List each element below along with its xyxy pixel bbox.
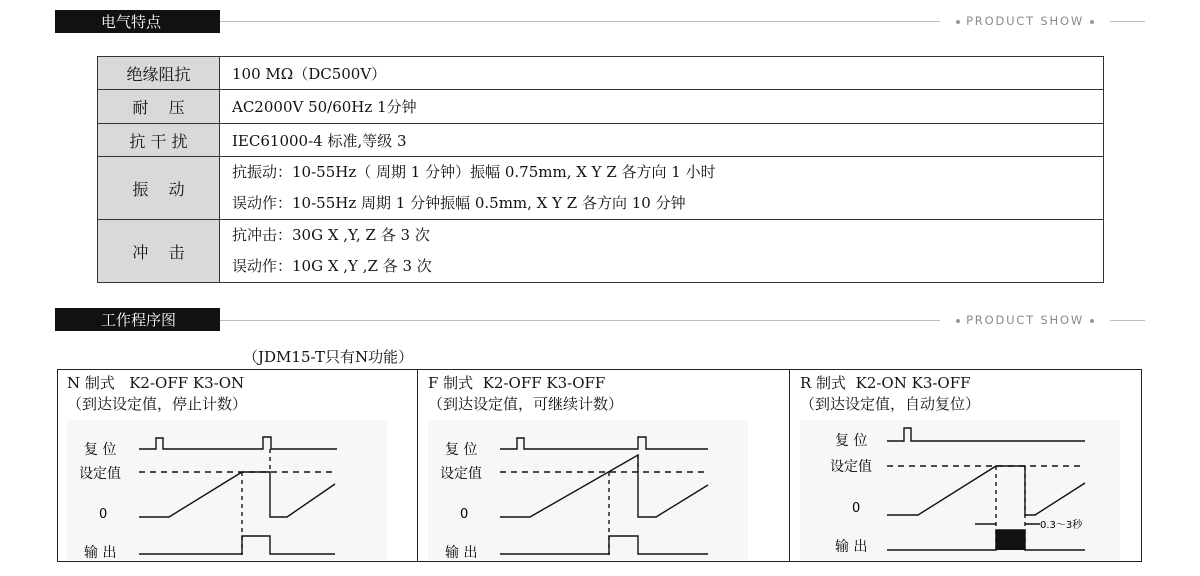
row-value: IEC61000-4 标准,等级 3 — [220, 124, 1104, 157]
setpoint-label: 设定值 — [440, 466, 482, 482]
row-value — [220, 157, 1104, 220]
row-label: 耐 压 — [98, 90, 220, 124]
zero-label: 0 — [99, 507, 108, 522]
product-show-text: PRODUCT SHOW — [966, 313, 1084, 327]
row-label: 抗 干 扰 — [98, 124, 220, 157]
counter-ramp — [139, 472, 335, 517]
column-divider — [789, 370, 790, 561]
mode-n-column — [58, 370, 417, 561]
reset-label: 复 位 — [84, 442, 117, 458]
mode-f-column — [419, 370, 789, 561]
zero-label: 0 — [852, 501, 861, 516]
value-line: 误动作：10-55Hz 周期 1 分钟振幅 0.5mm, X Y Z 各方向 10 分钟 — [232, 194, 686, 212]
mode-n-timing-chart — [67, 420, 387, 560]
dot-icon — [956, 319, 960, 323]
output-label: 输 出 — [445, 545, 478, 560]
counter-ramp — [500, 455, 708, 517]
zero-label: 0 — [460, 507, 469, 522]
product-show-tag — [940, 14, 1110, 28]
reset-label: 复 位 — [445, 442, 478, 458]
dot-icon — [1090, 20, 1094, 24]
table-row — [98, 57, 1104, 90]
output-signal — [887, 530, 1085, 550]
mode-desc: （到达设定值，停止计数） — [67, 395, 248, 413]
reset-signal — [139, 437, 337, 449]
output-signal — [139, 536, 335, 554]
timing-diagram-box — [57, 369, 1142, 562]
table-row — [98, 90, 1104, 124]
mode-header — [800, 373, 980, 415]
value-line: 抗振动：10-55Hz（ 周期 1 分钟）振幅 0.75mm, X Y Z 各方向 1 小时 — [232, 163, 716, 181]
dot-icon — [956, 20, 960, 24]
section-title-electrical — [55, 10, 220, 33]
mode-desc: （到达设定值，自动复位） — [800, 395, 981, 413]
product-show-text: PRODUCT SHOW — [966, 14, 1084, 28]
guide-line — [242, 449, 270, 555]
spec-table — [97, 56, 1104, 283]
reset-signal — [500, 437, 708, 449]
reset-label: 复 位 — [835, 433, 868, 449]
output-pulse — [996, 530, 1025, 550]
setpoint-label: 设定值 — [79, 466, 121, 482]
row-value: 100 MΩ（DC500V） — [220, 57, 1104, 90]
dot-icon — [1090, 319, 1094, 323]
mode-header — [428, 373, 623, 415]
value-line: 误动作：10G X ,Y ,Z 各 3 次 — [232, 257, 432, 275]
value-line: 抗冲击：30G X ,Y, Z 各 3 次 — [232, 226, 430, 244]
output-label: 输 出 — [84, 545, 117, 560]
table-row — [98, 157, 1104, 220]
mode-title: F 制式 K2-OFF K3-OFF — [428, 374, 606, 392]
mode-title: N 制式 K2-OFF K3-ON — [67, 374, 245, 392]
table-row — [98, 124, 1104, 157]
mode-f-timing-chart — [428, 420, 748, 560]
mode-r-timing-chart — [800, 420, 1120, 560]
reset-signal — [887, 428, 1085, 441]
counter-ramp — [887, 466, 1085, 515]
output-label: 输 出 — [835, 539, 868, 555]
section-title-electrical-text: 电气特点 — [101, 13, 162, 31]
mode-desc: （到达设定值，可继续计数） — [428, 395, 624, 413]
guide-line — [609, 455, 638, 555]
product-show-tag — [940, 313, 1110, 327]
mode-r-column — [791, 370, 1141, 561]
row-value: AC2000V 50/60Hz 1分钟 — [220, 90, 1104, 124]
model-note: （JDM15-T只有N功能） — [243, 348, 414, 366]
pulse-time-label: 0.3～3秒 — [1040, 520, 1083, 531]
row-label: 冲 击 — [98, 220, 220, 283]
setpoint-label: 设定值 — [830, 459, 872, 475]
mode-title: R 制式 K2-ON K3-OFF — [800, 374, 971, 392]
column-divider — [417, 370, 418, 561]
mode-header — [67, 373, 247, 415]
table-row — [98, 220, 1104, 283]
row-label: 绝缘阻抗 — [98, 57, 220, 90]
output-signal — [500, 536, 708, 554]
row-value — [220, 220, 1104, 283]
section-title-timing — [55, 308, 220, 331]
section-title-timing-text: 工作程序图 — [101, 311, 177, 329]
row-label: 振 动 — [98, 157, 220, 220]
